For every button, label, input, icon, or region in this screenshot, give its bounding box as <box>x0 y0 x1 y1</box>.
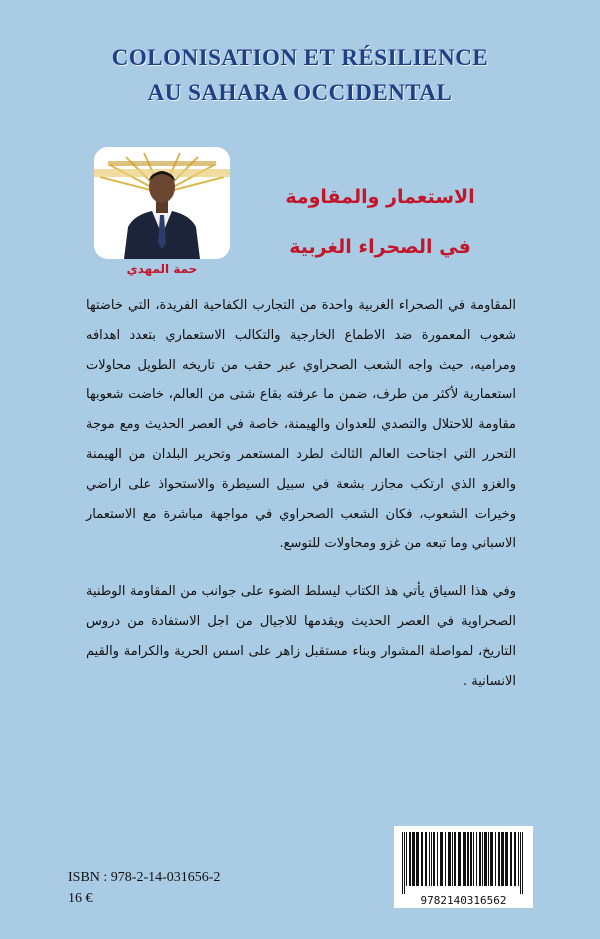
barcode-bar <box>514 832 516 886</box>
author-photo <box>94 147 230 259</box>
barcode-bar <box>409 832 411 886</box>
barcode-image <box>394 826 533 908</box>
barcode-bar <box>476 832 477 886</box>
arabic-title <box>246 172 514 272</box>
barcode-bar <box>470 832 472 886</box>
barcode-bar <box>402 832 403 894</box>
barcode-bar <box>488 832 489 886</box>
barcode-bar <box>431 832 432 886</box>
barcode-bar <box>421 832 423 886</box>
barcode-bar <box>425 832 427 886</box>
barcode-bar <box>510 832 512 886</box>
barcode-bar <box>490 832 493 886</box>
barcode-bar <box>467 832 469 886</box>
isbn-barcode <box>394 826 533 908</box>
barcode-bar <box>440 832 443 886</box>
barcode-bar <box>473 832 474 886</box>
barcode-bar <box>520 832 521 894</box>
barcode-bar <box>437 832 438 886</box>
arabic-title-line-2: في الصحراء الغربية <box>289 236 471 258</box>
barcode-bar <box>406 832 407 886</box>
cover-title-line-1: COLONISATION ET RÉSILIENCE <box>111 45 489 70</box>
barcode-bar <box>484 832 487 886</box>
barcode-bar <box>458 832 461 886</box>
barcode-digits: 9782140316562 <box>420 894 507 907</box>
isbn-text: ISBN : 978-2-14-031656-2 <box>68 870 221 885</box>
barcode-bar <box>495 832 496 886</box>
barcode-bar <box>498 832 500 886</box>
cover-title-line-2: AU SAHARA OCCIDENTAL <box>147 80 453 105</box>
barcode-bar <box>412 832 415 886</box>
arabic-title-line-1: الاستعمار والمقاومة <box>285 186 475 208</box>
barcode-bar <box>479 832 481 886</box>
barcode-bar <box>404 832 405 894</box>
barcode-bar <box>505 832 508 886</box>
barcode-bar <box>482 832 483 886</box>
barcode-bar <box>452 832 453 886</box>
paragraph-2: وفي هذا السياق يأتي هذ الكتاب ليسلط الضوء على جوانب من المقاومة الوطنية الصحراوية في العصر الحديث ويقدمها للاجيال من اجل الاستفادة من دروس التاريخ، لمواصلة المشوار وبناء مستقبل زاهر على اسس الحرية والكرامة والقيم الانسانية . <box>86 584 516 689</box>
cover-title <box>0 40 600 110</box>
author-name: حمة المهدي <box>126 262 198 276</box>
paragraph-1: المقاومة في الصحراء الغربية واحدة من التجارب الكفاحية الفريدة، التي خاضتها شعوب المعمورة ضد الاطماع الخارجية والتكالب الاستعماري بتعدد اهدافه ومراميه، حيث واجه الشعب الصحراوي عبر حقب من تاريخه الطويل محاولات استعمارية لأكثر من طرف، ضمن ما عرفته بقاع شتى من العالم، خاضت شعوبها مقاومة للاحتلال والتصدي للعدوان والهيمنة، خاصة في العصر الحديث ومع موجة التحرر التي اجتاحت العالم الثالث لطرد المستعمر وتحرير البلدان من الهيمنة والغزو الذي ارتكب مجازر بشعة في سبيل السيطرة والاستحواذ على اراضي وخيرات الشعوب، فكان الشعب الصحراوي في مواجهة مباشرة مع الاستعمار الاسباني وما تبعه من غزو ومحاولات للتوسع. <box>86 298 516 552</box>
author-portrait-image <box>94 147 230 259</box>
barcode-bar <box>454 832 456 886</box>
barcode-bar <box>518 832 519 886</box>
barcode-bar <box>448 832 451 886</box>
back-cover-text <box>86 291 516 696</box>
barcode-bar <box>416 832 419 886</box>
price-text: 16 € <box>68 891 93 906</box>
barcode-bar <box>463 832 466 886</box>
barcode-bar <box>433 832 435 886</box>
barcode-bar <box>501 832 504 886</box>
barcode-bar <box>522 832 523 894</box>
barcode-bar <box>445 832 446 886</box>
barcode-bar <box>429 832 430 886</box>
